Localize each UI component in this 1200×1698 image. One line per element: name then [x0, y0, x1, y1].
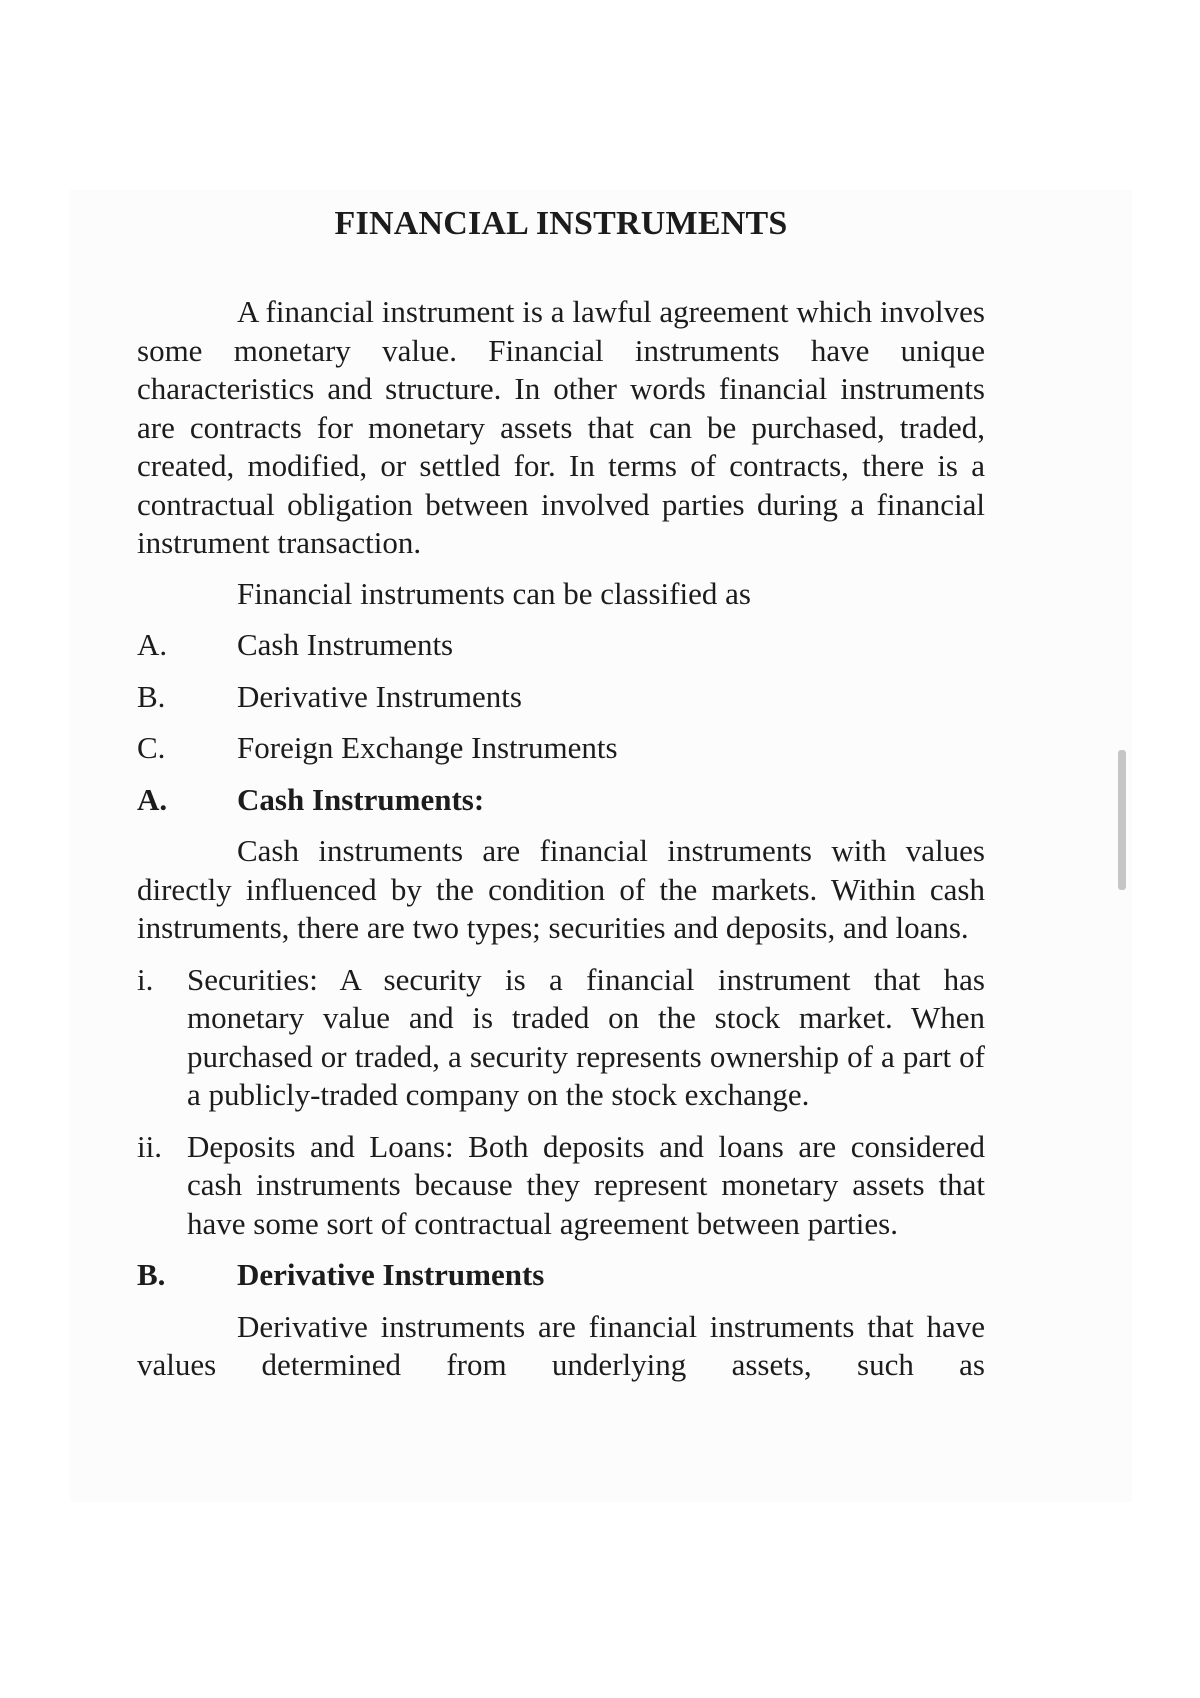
list-label: Cash Instruments — [237, 627, 454, 662]
document-content — [137, 204, 985, 1385]
item-text: Deposits and Loans: Both deposits and loans are considered cash instruments because they represent monetary assets that have some sort of contractual agreement between parties. — [187, 1128, 985, 1241]
list-label: Foreign Exchange Instruments — [237, 730, 618, 765]
list-letter: A. — [137, 627, 168, 662]
list-letter: B. — [137, 678, 166, 714]
list-item-securities — [137, 961, 985, 1115]
list-letter: C. — [137, 730, 166, 765]
section-heading-derivative — [137, 1256, 985, 1295]
classification-item — [137, 729, 985, 768]
document-title: FINANCIAL INSTRUMENTS — [334, 205, 788, 242]
section-letter: A. — [137, 781, 168, 817]
section-title: Cash Instruments: — [237, 781, 485, 817]
section-heading-cash — [137, 781, 985, 820]
section-letter: B. — [137, 1257, 166, 1292]
section-title: Derivative Instruments — [237, 1257, 545, 1292]
list-label: Derivative Instruments — [237, 678, 522, 714]
intro-paragraph: A financial instrument is a lawful agreement which involves some monetary value. Financial instruments have unique characteristics and structure. In other words financial instruments are contracts for monetary assets that can be purchased, traded, created, modified, or settled for. In terms of contracts, there is a contractual obligation between involved parties during a financial instrument transaction. — [137, 294, 985, 560]
cash-paragraph: Cash instruments are financial instruments with values directly influenced by the condition of the markets. Within cash instruments, there are two types; securities and deposits, and loans. — [137, 833, 985, 945]
classification-intro: Financial instruments can be classified as — [237, 575, 751, 611]
classification-item — [137, 626, 985, 665]
scrollbar[interactable] — [1118, 750, 1126, 890]
derivative-paragraph: Derivative instruments are financial instruments that have values determined from underlying assets, such as — [137, 1308, 985, 1382]
item-number: ii. — [137, 1128, 162, 1164]
list-item-deposits — [137, 1128, 985, 1244]
item-number: i. — [137, 961, 154, 997]
item-text: Securities: A security is a financial instrument that has monetary value and is traded on the stock market. When purchased or traded, a security represents ownership of a part of a publicly-traded company on the stock exchange. — [187, 961, 985, 1112]
classification-item — [137, 678, 985, 717]
